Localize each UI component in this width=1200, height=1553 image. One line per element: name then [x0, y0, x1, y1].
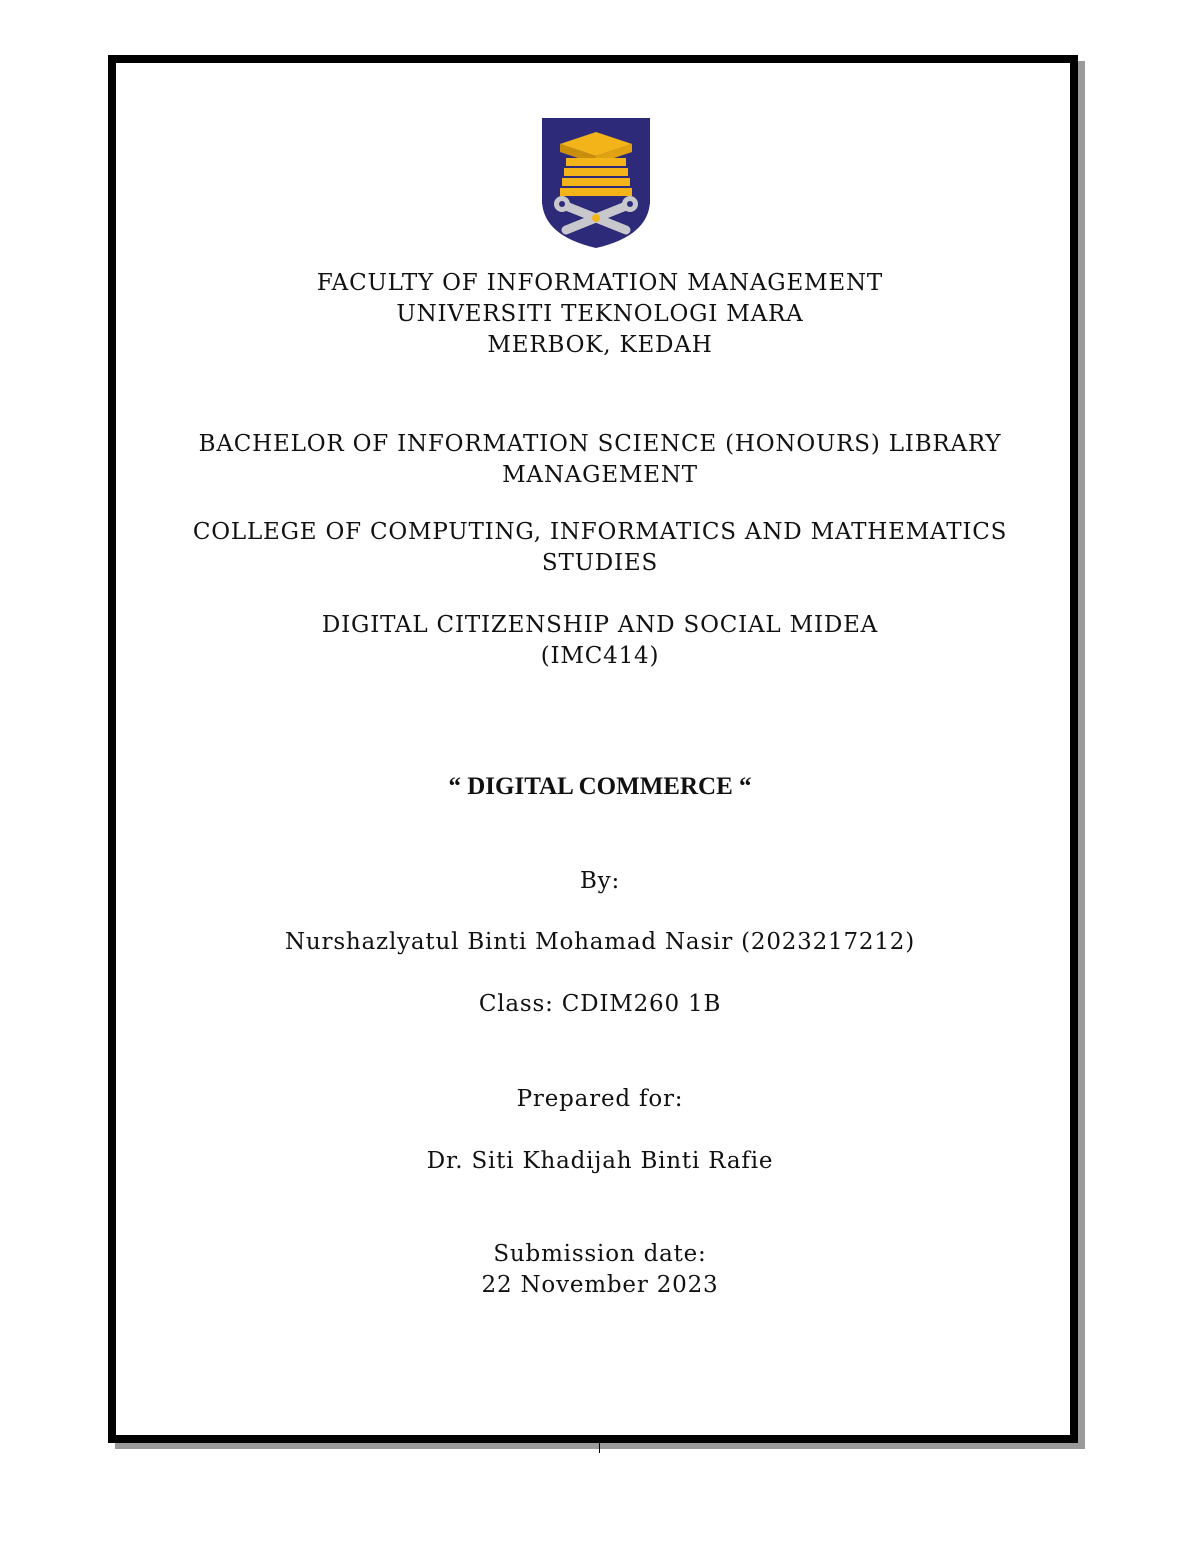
- page-number-mark: [599, 1441, 600, 1453]
- page-border: [108, 55, 1078, 1443]
- programme-line-2: MANAGEMENT: [502, 462, 698, 488]
- faculty-name: FACULTY OF INFORMATION MANAGEMENT: [316, 270, 884, 296]
- author-label: By:: [579, 868, 621, 894]
- course-code: (IMC414): [540, 643, 660, 669]
- university-crest-logo: [540, 118, 652, 248]
- author-name: Nurshazlyatul Binti Mohamad Nasir (2023217212): [284, 929, 915, 955]
- author-class: Class: CDIM260 1B: [478, 991, 722, 1017]
- programme-line-1: BACHELOR OF INFORMATION SCIENCE (HONOURS) LIBRARY: [198, 431, 1002, 457]
- campus-location: MERBOK, KEDAH: [487, 332, 713, 358]
- prepared-for-label: Prepared for:: [516, 1086, 684, 1112]
- college-line-1: COLLEGE OF COMPUTING, INFORMATICS AND MATHEMATICS: [192, 519, 1008, 545]
- university-name: UNIVERSITI TEKNOLOGI MARA: [396, 301, 804, 327]
- submission-date: 22 November 2023: [481, 1272, 719, 1298]
- course-name: DIGITAL CITIZENSHIP AND SOCIAL MIDEA: [321, 612, 879, 638]
- assignment-title: “ DIGITAL COMMERCE “: [448, 773, 752, 800]
- lecturer-name: Dr. Siti Khadijah Binti Rafie: [426, 1148, 774, 1174]
- college-line-2: STUDIES: [541, 550, 659, 576]
- submission-label: Submission date:: [493, 1241, 707, 1267]
